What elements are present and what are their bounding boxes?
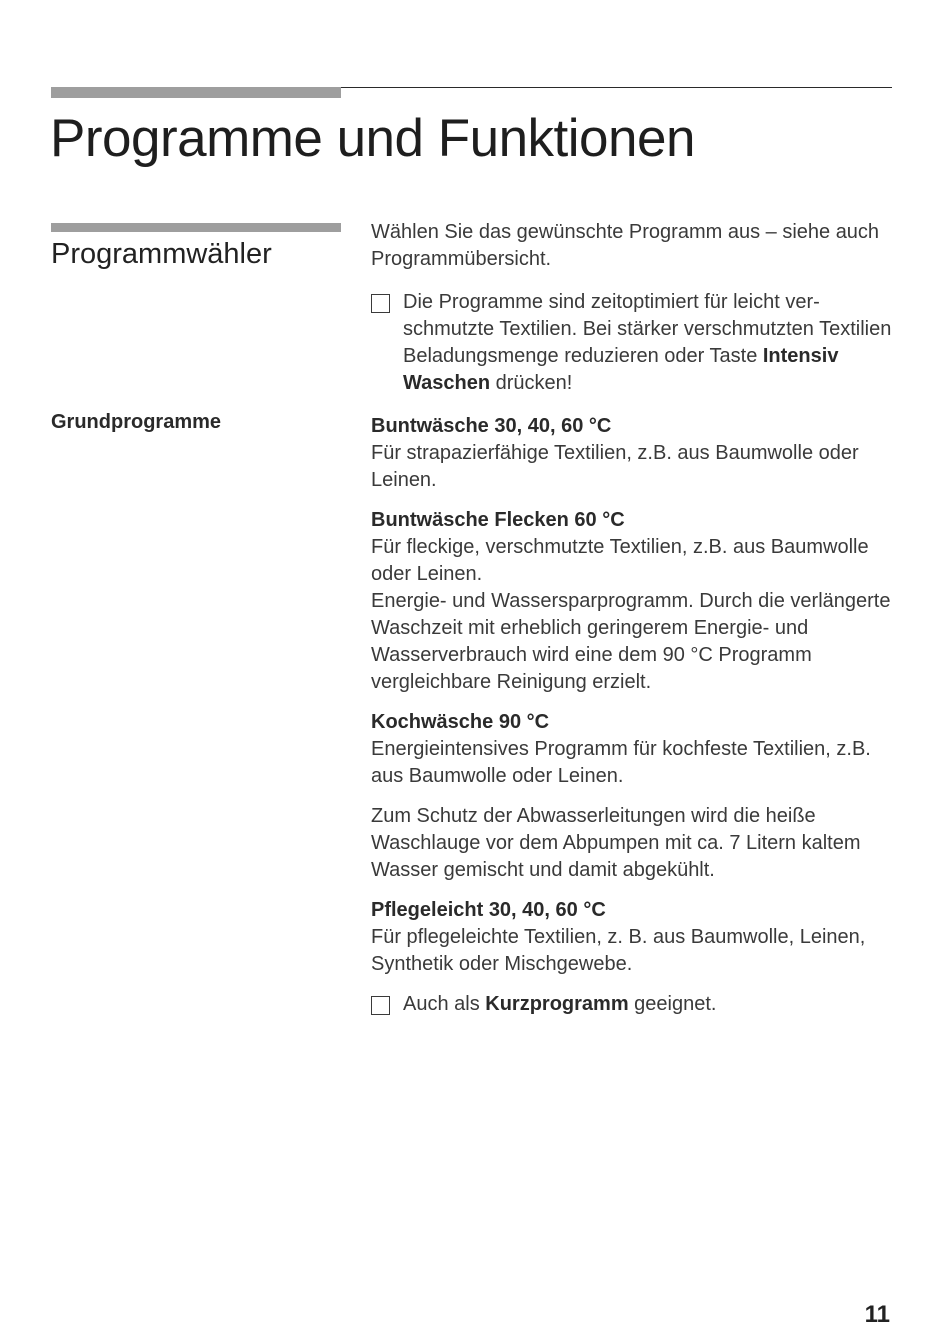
note-box-icon — [371, 294, 390, 313]
note-kurzprogramm — [371, 991, 893, 1018]
program-entry-kochwaesche — [371, 709, 893, 884]
page-number: 11 — [864, 1301, 890, 1328]
program-title: Kochwäsche 90 °C — [371, 711, 550, 733]
top-rule-accent — [51, 87, 341, 98]
note-text-before: Auch als — [403, 993, 486, 1015]
program-title: Buntwäsche 30, 40, 60 °C — [371, 415, 612, 437]
program-entry-buntwaesche — [371, 413, 893, 494]
note-box-icon — [371, 996, 390, 1015]
program-description: Für strapazierfähige Textilien, z.B. aus Baumwolle oder Leinen. — [371, 442, 859, 491]
note-text-after: geeignet. — [628, 993, 717, 1015]
program-description-extra: Zum Schutz der Abwasserleitungen wird die heiße Waschlauge vor dem Abpumpen mit ca. 7 Litern kaltem Wasser gemischt und damit abgekühlt. — [371, 805, 861, 881]
program-description-extra: Energie- und Wassersparprogramm. Durch die verlängerte Waschzeit mit erheblich geringerem Energie- und Wasserverbrauch wird eine dem 90 °C Programm vergleichbare Reinigung erzielt. — [371, 590, 891, 693]
program-title: Pflegeleicht 30, 40, 60 °C — [371, 899, 606, 921]
grundprogramme-label: Grundprogramme — [51, 411, 222, 433]
intro-text: Wählen Sie das gewünschte Programm aus – siehe auch Programmübersicht. — [371, 221, 880, 270]
section-heading: Programmwähler — [51, 238, 272, 270]
program-description: Für pflegeleichte Textilien, z. B. aus Baumwolle, Leinen, Synthetik oder Mischgewebe. — [371, 926, 866, 975]
note-text-bold: Intensiv Waschen — [403, 345, 839, 394]
note-text-before: Die Programme sind zeitoptimiert für leicht verschmutzte Textilien. Bei stärker verschmutzten Textilien Beladungsmenge reduzieren oder Taste — [403, 291, 892, 367]
program-entry-buntwaesche-flecken — [371, 507, 893, 696]
program-description: Für fleckige, verschmutzte Textilien, z.B. aus Baumwolle oder Leinen. — [371, 536, 869, 585]
main-content — [371, 219, 893, 1018]
note-intensiv — [371, 289, 893, 397]
program-entry-pflegeleicht — [371, 897, 893, 978]
note-text-bold: Kurzprogramm — [485, 993, 629, 1015]
note-text-after: drücken! — [490, 372, 573, 394]
section-rule — [51, 223, 341, 232]
program-title: Buntwäsche Flecken 60 °C — [371, 509, 625, 531]
page-title: Programme und Funktionen — [50, 109, 695, 168]
program-description: Energieintensives Programm für kochfeste Textilien, z.B. aus Baumwolle oder Leinen. — [371, 738, 871, 787]
